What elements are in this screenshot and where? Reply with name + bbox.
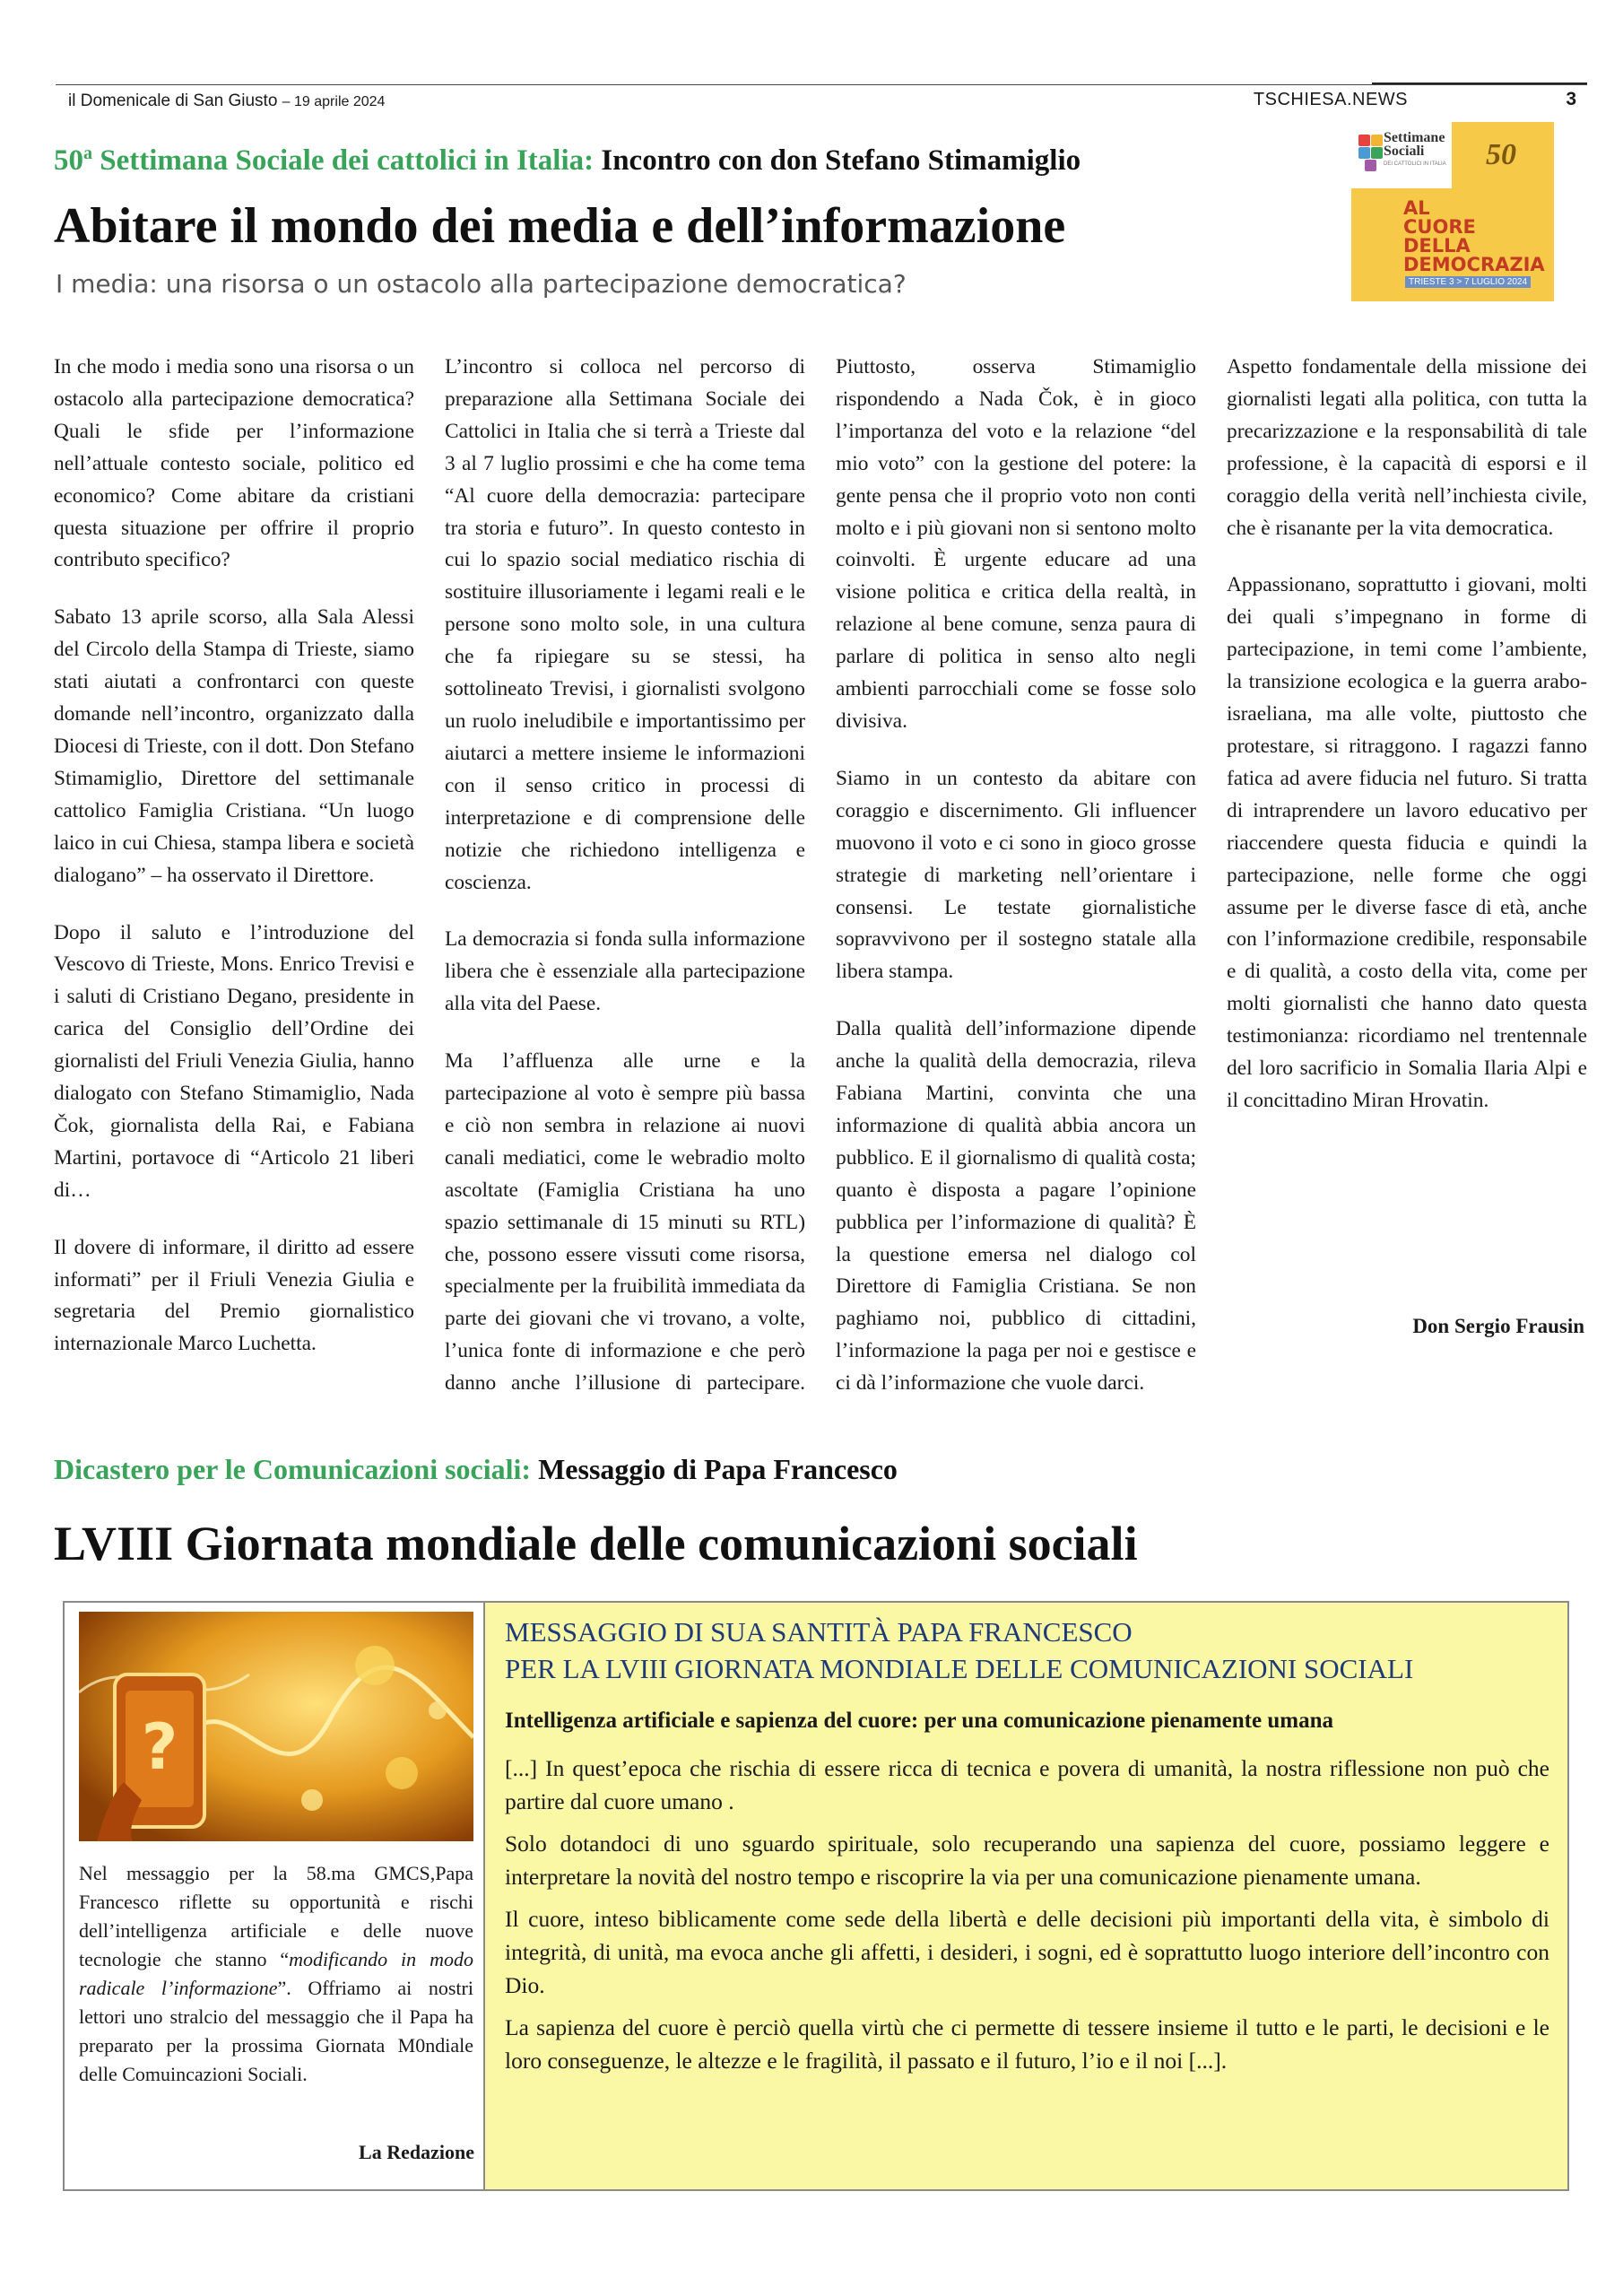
logo-tagline-2: CUORE	[1403, 216, 1476, 238]
article1-headline: Abitare il mondo dei media e dell’informazione	[54, 198, 1066, 254]
settimane-sociali-logo	[1351, 122, 1554, 301]
article2-kicker-topic: Messaggio di Papa Francesco	[531, 1453, 898, 1485]
logo-square-yellow	[1371, 135, 1383, 146]
kicker-number: 50	[54, 144, 83, 177]
article1-paragraph: Dopo il saluto e l’introduzione del Vescovo di Trieste, Mons. Enrico Trevisi e i saluti di Cristiano Degano, presidente in carica del Consiglio dell’Ordine dei giornalisti del Friuli Venezia Giulia, hanno dialogato con Stefano Stimamiglio, Nada Čok, giornalista della Rai, e Fabiana Martini, portavoce di “Articolo 21 liberi di…	[54, 920, 414, 1202]
page-header	[56, 79, 1587, 115]
message-paragraph: Il cuore, inteso biblicamente come sede della libertà e delle decisioni più importanti della vita, è simbolo di integrità, di unità, ma evoca anche gli affetti, i desideri, i sogni, ed è soprattutto luogo interiore dell’incontro con Dio.	[505, 1906, 1549, 1998]
article1-paragraph: Appassionano, soprattutto i giovani, molti dei quali s’impegnano in forme di partecipazione, in temi come l’ambiente, la transizione ecologica e la guerra arabo-israeliana, ma alle volte, piuttosto che protestare, si ritraggono. I ragazzi fanno fatica ad avere fiducia nel futuro. Si tratta di intraprendere un lavoro educativo per riaccendere questa fiducia e quindi la partecipazione, nelle forme che oggi assume per le diverse fasce di età, anche con l’informazione credibile, responsabile e di qualità, a costo della vita, come per molti giornalisti che hanno dato questa testimonianza: ricordiamo nel trentennale del loro sacrificio in Somalia Ilaria Alpi e il concittadino Miran Hrovatin.	[1227, 573, 1587, 1112]
article1-paragraph: Aspetto fondamentale della missione dei giornalisti legati alla politica, con tutta la precarizzazione e la responsabilità di tale professione, è la capacità di esporsi e il coraggio della verità nell’inchiesta civile, che è risanante per la vita democratica.	[1227, 355, 1587, 540]
article1-kicker	[54, 144, 1081, 178]
message-paragraph: La sapienza del cuore è perciò quella virtù che ci permette di tessere insieme il tutto e le parti, le decisioni e le loro conseguenze, le altezze e le fragilità, il passato e il futuro, l’io e il noi [...].	[505, 2014, 1549, 2074]
article1-kicker-topic: Incontro con don Stefano Stimamiglio	[594, 144, 1081, 177]
article1-paragraph: La democrazia si fonda sulla informazione libera che è essenziale alla partecipazione alla vita del Paese.	[445, 927, 805, 1016]
message-sidebar	[65, 1603, 483, 2189]
caption-text-start: Nel messaggio per la 58.ma GMCS,Papa Francesco riflette su opportunità e rischi dell’intelligenza artificiale e delle nuove tecnologie che stanno “	[79, 1862, 473, 1970]
logo-square-red	[1358, 135, 1370, 146]
logo-badge	[1351, 122, 1452, 188]
logo-tagline-4: DEMOCRAZIA	[1403, 254, 1545, 275]
message-box	[63, 1601, 1569, 2191]
logo-square-green	[1371, 147, 1383, 159]
article1-body	[54, 352, 1587, 1401]
logo-top-band	[1351, 122, 1554, 188]
page-number: 3	[1566, 89, 1576, 109]
logo-square-blue	[1358, 147, 1370, 159]
caption-quote: modificando in modo radicale l’informazione	[79, 1948, 473, 1999]
message-paragraph: [...] In quest’epoca che rischia di essere ricca di tecnica e povera di umanità, la nostra riflessione non può che partire dal cuore umano .	[505, 1755, 1549, 1814]
publication-date: – 19 aprile 2024	[282, 94, 386, 109]
header-rule-accent	[1372, 83, 1587, 84]
article1-kicker-event	[54, 144, 594, 177]
kicker-superscript: a	[83, 144, 92, 163]
message-paragraph: Solo dotandoci di uno sguardo spirituale, solo recuperando una sapienza del cuore, possiamo leggere e interpretare la novità del nostro tempo e riscoprire la via per una comunicazione pienamente umana.	[505, 1831, 1549, 1890]
article1-signature: Don Sergio Frausin	[1412, 1315, 1584, 1337]
article1-paragraph: L’incontro si colloca nel percorso di preparazione alla Settimana Sociale dei Cattolici in Italia che si terrà a Trieste dal 3 al 7 luglio prossimi e che ha come tema “Al cuore della democrazia: partecipare tra storia e futuro”. In questo contesto in cui lo spazio social mediatico rischia di sostituire illusoriamente i legami reali e le persone sono molto sole, in una cultura che fa ripiegare su se stessi, ha sottolineato Trevisi, i giornalisti svolgono un ruolo ineludibile e importantissimo per aiutarci a mettere insieme le informazioni con il senso critico in processi di interpretazione e di comprensione delle notizie che richiedono intelligenza e coscienza.	[445, 355, 805, 894]
svg-text:?: ?	[141, 1710, 178, 1784]
illustration-svg	[79, 1612, 473, 1841]
site-name[interactable]: TSCHIESA.NEWS	[1253, 90, 1408, 109]
article1-paragraph: Ma l’affluenza alle urne e la partecipazione al voto è sempre più bassa e ciò non sembra in relazione ai nuovi canali mediatici, come le webradio molto ascoltate (Famiglia Cristiana ha uno spazio settimanale di 15 minuti su RTL) che, possono essere vissuti come risorsa, specialmente per la fruibilità immediata da parte dei giovani che vi trovano, a volte, l’unica fonte di informazione e che però danno anche l’illusione di partecipare. Piuttosto, osserva Stimamiglio rispondendo a Nada Čok, è in gioco l’importanza del voto e la relazione “del mio voto” con la gestione del potere: la gente pensa che il proprio voto non conti molto e i più giovani non si sentono molto coinvolti. È urgente educare ad una visione politica e critica della realtà, in relazione al bene comune, senza paura di parlare di politica in senso alto negli ambienti parrocchiali come se fosse solo divisiva.	[445, 355, 1196, 1396]
article2-kicker	[54, 1453, 898, 1486]
logo-tagline-1: AL	[1403, 197, 1430, 219]
logo-brand-sub: DEI CATTOLICI IN ITALIA	[1384, 161, 1446, 167]
article1-paragraph: Siamo in un contesto da abitare con coraggio e discernimento. Gli influencer muovono il voto e ci sono in gioco grosse strategie di marketing nell’orientare i consensi. Le testate giornalistiche sopravvivono per il sostegno statale alla libera stampa.	[836, 766, 1196, 984]
caption-text	[79, 1859, 473, 2089]
article1-paragraph: Sabato 13 aprile scorso, alla Sala Alessi del Circolo della Stampa di Trieste, siamo stati aiutati a confrontarci con queste domande nell’incontro, organizzato dalla Diocesi di Trieste, con il dott. Don Stefano Stimamiglio, Direttore del settimanale cattolico Famiglia Cristiana. “Un luogo laico in cui Chiesa, stampa libera e società dialogano” – ha osservato il Direttore.	[54, 605, 414, 887]
publication-name: il Domenicale di San Giusto	[68, 91, 278, 110]
article1-paragraph: In che modo i media sono una risorsa o un ostacolo alla partecipazione democratica? Quali le sfide per l’informazione nell’attuale contesto sociale, politico ed economico? Come abitare da cristiani questa situazione per offrire il proprio contributo specifico?	[54, 355, 414, 572]
article2-headline: LVIII Giornata mondiale delle comunicazioni sociali	[54, 1517, 1138, 1570]
publication-line	[68, 91, 385, 111]
logo-square-purple	[1365, 160, 1376, 171]
logo-brand-line1: Settimane	[1384, 130, 1445, 145]
kicker-event-name: Settimana Sociale dei cattolici in Italia:	[92, 144, 595, 177]
article1-paragraph: Il dovere di informare, il diritto ad essere informati” per il Friuli Venezia Giulia e segretaria del Premio giornalistico internazionale Marco Luchetta.	[54, 1235, 414, 1356]
logo-brand	[1384, 131, 1445, 158]
logo-brand-line2: Sociali	[1384, 144, 1425, 159]
logo-tagline-3: DELLA	[1403, 235, 1471, 257]
article2-kicker-source: Dicastero per le Comunicazioni sociali:	[54, 1453, 532, 1485]
article1-paragraph: Dalla qualità dell’informazione dipende anche la qualità della democrazia, rileva Fabiana Martini, convinta che una informazione di qualità abbia ancora un pubblico. E il giornalismo di qualità costa; quanto è disposta a pagare l’opinione pubblica per l’informazione di qualità? È la questione emersa nel dialogo col Direttore di Famiglia Cristiana. Se non paghiamo noi, pubblico di cittadini, l’informazione la paga per noi e gestisce e ci dà l’informazione che vuole darci.	[836, 1017, 1196, 1396]
logo-fifty: 50	[1486, 138, 1516, 171]
header-rule	[56, 84, 1587, 85]
message-title-line1: MESSAGGIO DI SUA SANTITÀ PAPA FRANCESCO	[505, 1616, 1133, 1648]
caption-text-end: ”. Offriamo ai nostri lettori uno stralcio del messaggio che il Papa ha preparato per la prossima Giornata M0ndiale delle Comuincazioni Sociali.	[79, 1977, 473, 2085]
message-body	[505, 1752, 1549, 2086]
message-title-line2: PER LA LVIII GIORNATA MONDIALE DELLE COMUNICAZIONI SOCIALI	[505, 1653, 1414, 1684]
message-subtitle: Intelligenza artificiale e sapienza del cuore: per una comunicazione pienamente umana	[505, 1709, 1333, 1733]
ai-smartphone-illustration	[79, 1612, 473, 1841]
logo-tagline	[1403, 199, 1545, 274]
logo-dates: TRIESTE 3 > 7 LUGLIO 2024	[1405, 276, 1531, 288]
message-title	[505, 1613, 1554, 1687]
article1-subtitle: I media: una risorsa o un ostacolo alla partecipazione democratica?	[56, 269, 907, 299]
caption-signature: La Redazione	[359, 2141, 474, 2163]
message-panel	[485, 1603, 1567, 2189]
message-caption	[79, 1859, 473, 2089]
